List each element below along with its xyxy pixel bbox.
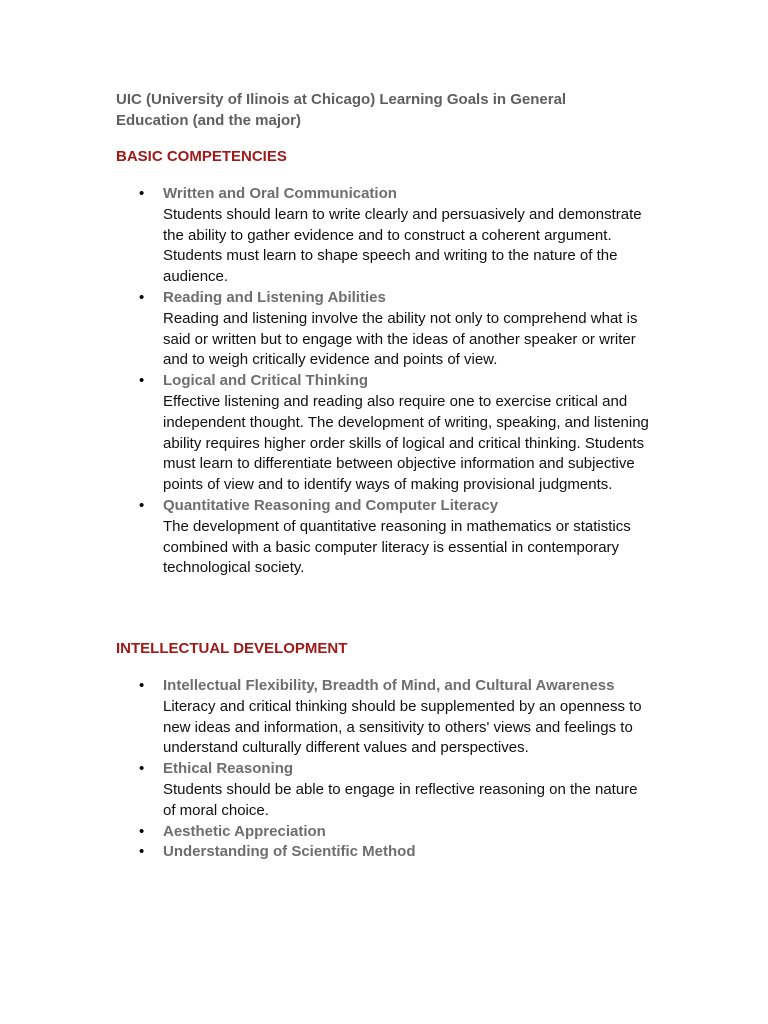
bullet-icon: • [139, 822, 145, 840]
goal-description: Students should learn to write clearly and persuasively and demonstrate the ability to gather evidence and to construct a coherent argument. Students must learn to shape speech and writing to the nature of the audience. [163, 205, 642, 286]
section-heading-basic-competencies: BASIC COMPETENCIES [116, 148, 287, 165]
goal-description: Students should be able to engage in reflective reasoning on the nature of moral choice. [163, 780, 638, 819]
goal-item [0, 759, 653, 821]
section-heading-intellectual-development: INTELLECTUAL DEVELOPMENT [116, 640, 348, 657]
goal-list-intellectual-development [0, 676, 768, 863]
goal-item [0, 371, 653, 496]
goal-title: Quantitative Reasoning and Computer Literacy [163, 496, 499, 514]
bullet-icon: • [139, 288, 145, 306]
goal-item [0, 842, 653, 863]
goal-description: Literacy and critical thinking should be supplemented by an openness to new ideas and information, a sensitivity to others' views and feelings to understand culturally different values and perspectives. [163, 697, 642, 757]
goal-description: The development of quantitative reasoning in mathematics or statistics combined with a basic computer literacy is essential in contemporary technological society. [163, 517, 631, 577]
bullet-icon: • [139, 372, 145, 390]
goal-title: Ethical Reasoning [163, 760, 294, 778]
goal-title: Written and Oral Communication [163, 185, 397, 202]
bullet-icon: • [139, 843, 145, 861]
goal-item [0, 822, 653, 843]
goal-item [0, 496, 653, 579]
bullet-icon: • [139, 677, 145, 694]
goal-item [0, 288, 653, 371]
goal-description: Effective listening and reading also require one to exercise critical and independent thought. The development of writing, speaking, and listening ability requires higher order skills of logical and critical thinking. Students must learn to differentiate between objective information and subjective points of view and to identify ways of making provisional judgments. [163, 392, 649, 494]
goal-title: Reading and Listening Abilities [163, 288, 386, 306]
bullet-icon: • [139, 185, 145, 202]
goal-list-basic-competencies [0, 184, 768, 579]
document-title: UIC (University of Ilinois at Chicago) Learning Goals in General Education (and the major) [116, 91, 567, 129]
bullet-icon: • [139, 496, 145, 514]
goal-title: Aesthetic Appreciation [163, 822, 326, 840]
goal-title: Understanding of Scientific Method [163, 843, 416, 861]
bullet-icon: • [139, 760, 145, 778]
goal-title: Intellectual Flexibility, Breadth of Mind, and Cultural Awareness [163, 677, 615, 694]
goal-item [0, 676, 653, 759]
goal-item [0, 184, 653, 288]
goal-description: Reading and listening involve the ability not only to comprehend what is said or written but to engage with the ideas of another speaker or writer and to weigh critically evidence and points of view. [163, 309, 638, 369]
goal-title: Logical and Critical Thinking [163, 372, 369, 390]
